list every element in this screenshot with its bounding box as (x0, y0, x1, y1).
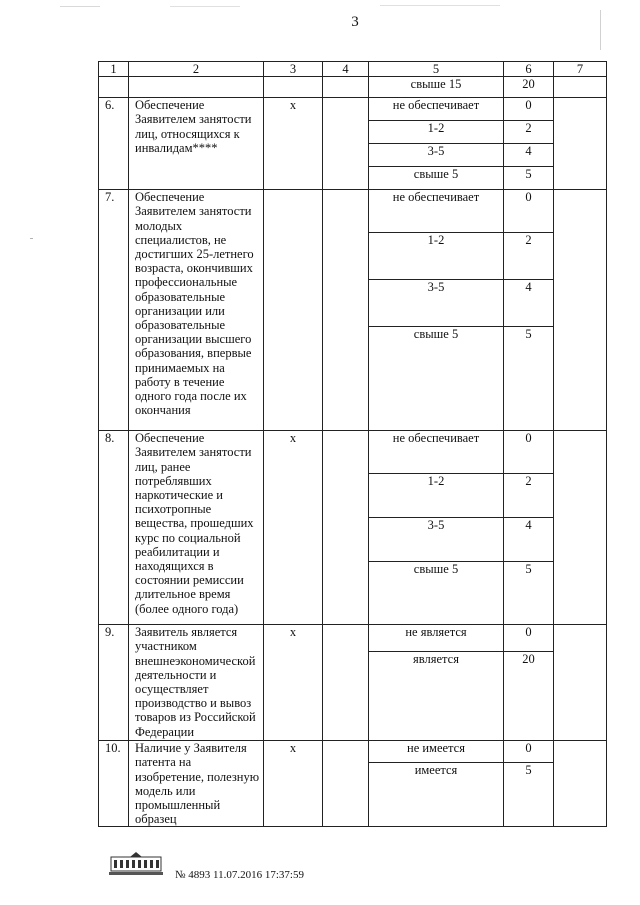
scan-speck (380, 5, 500, 6)
option-score: 5 (504, 167, 554, 190)
option-score: 0 (504, 98, 554, 121)
option-score: 20 (504, 652, 554, 741)
option-label: свыше 5 (369, 562, 504, 625)
cell-empty (554, 77, 607, 98)
column-header: 3 (264, 62, 323, 77)
option-score: 0 (504, 431, 554, 474)
option-label: 1-2 (369, 233, 504, 280)
cell-empty (323, 431, 369, 625)
criterion-text: Обеспечение Заявителем занятости лиц, ранее потреблявших наркотические и психотропные вещества, прошедших курс по социальной реабилитации и находящихся в состоянии ремиссии длительное время (более одного года) (129, 431, 264, 625)
option-score: 0 (504, 741, 554, 763)
column-header: 6 (504, 62, 554, 77)
criterion-mark: x (264, 625, 323, 741)
criterion-option-row (99, 741, 607, 763)
scan-speck (600, 10, 601, 50)
cell-empty (264, 77, 323, 98)
option-label: не обеспечивает (369, 190, 504, 233)
row-number: 10. (99, 741, 129, 827)
criterion-option-row (99, 625, 607, 652)
cell-empty (323, 98, 369, 190)
option-label: не является (369, 625, 504, 652)
option-label: является (369, 652, 504, 741)
row-number: 6. (99, 98, 129, 190)
criterion-mark: x (264, 431, 323, 625)
option-label: имеется (369, 762, 504, 827)
column-header: 7 (554, 62, 607, 77)
option-score: 5 (504, 762, 554, 827)
option-score: 20 (504, 77, 554, 98)
option-score: 4 (504, 280, 554, 327)
cell-empty (554, 98, 607, 190)
building-stamp-icon (108, 851, 164, 877)
cell-empty (323, 77, 369, 98)
option-label: не обеспечивает (369, 431, 504, 474)
scan-speck (170, 6, 240, 7)
carry-over-row (99, 77, 607, 98)
row-number: 8. (99, 431, 129, 625)
column-header: 4 (323, 62, 369, 77)
cell-empty (554, 625, 607, 741)
criterion-option-row (99, 431, 607, 474)
criterion-text: Обеспечение Заявителем занятости молодых специалистов, не достигших 25-летнего возраста, окончивших профессиональные образовательные организации или образовательные организации высшего образования, впервые принимаемых на работу в течение одного года после их окончания (129, 190, 264, 431)
criterion-text: Наличие у Заявителя патента на изобретение, полезную модель или промышленный образец (129, 741, 264, 827)
option-label: свыше 15 (369, 77, 504, 98)
criterion-option-row (99, 98, 607, 121)
column-header: 1 (99, 62, 129, 77)
column-header-row (99, 62, 607, 77)
criterion-option-row (99, 190, 607, 233)
page-number: 3 (351, 14, 359, 30)
option-label: 3-5 (369, 280, 504, 327)
option-label: 1-2 (369, 474, 504, 518)
option-score: 2 (504, 474, 554, 518)
criteria-table (98, 61, 607, 827)
criterion-mark: x (264, 741, 323, 827)
option-label: не имеется (369, 741, 504, 763)
option-score: 4 (504, 518, 554, 562)
option-label: 3-5 (369, 144, 504, 167)
option-score: 2 (504, 121, 554, 144)
column-header: 5 (369, 62, 504, 77)
document-registration-number: № 4893 11.07.2016 17:37:59 (175, 869, 304, 881)
option-label: не обеспечивает (369, 98, 504, 121)
row-number: 7. (99, 190, 129, 431)
cell-empty (554, 741, 607, 827)
option-score: 5 (504, 562, 554, 625)
option-score: 5 (504, 327, 554, 431)
option-label: свыше 5 (369, 327, 504, 431)
option-label: 3-5 (369, 518, 504, 562)
cell-empty (129, 77, 264, 98)
cell-empty (99, 77, 129, 98)
criterion-text: Заявитель является участником внешнеэкономической деятельности и осуществляет производство и вывоз товаров из Российской Федерации (129, 625, 264, 741)
criterion-mark (264, 190, 323, 431)
scan-speck (60, 6, 100, 7)
scan-speck (30, 238, 33, 239)
option-score: 0 (504, 190, 554, 233)
criterion-text: Обеспечение Заявителем занятости лиц, относящихся к инвалидам**** (129, 98, 264, 190)
column-header: 2 (129, 62, 264, 77)
cell-empty (323, 625, 369, 741)
option-label: 1-2 (369, 121, 504, 144)
option-score: 0 (504, 625, 554, 652)
cell-empty (323, 741, 369, 827)
row-number: 9. (99, 625, 129, 741)
option-label: свыше 5 (369, 167, 504, 190)
cell-empty (554, 431, 607, 625)
option-score: 4 (504, 144, 554, 167)
criterion-mark: x (264, 98, 323, 190)
cell-empty (554, 190, 607, 431)
cell-empty (323, 190, 369, 431)
option-score: 2 (504, 233, 554, 280)
